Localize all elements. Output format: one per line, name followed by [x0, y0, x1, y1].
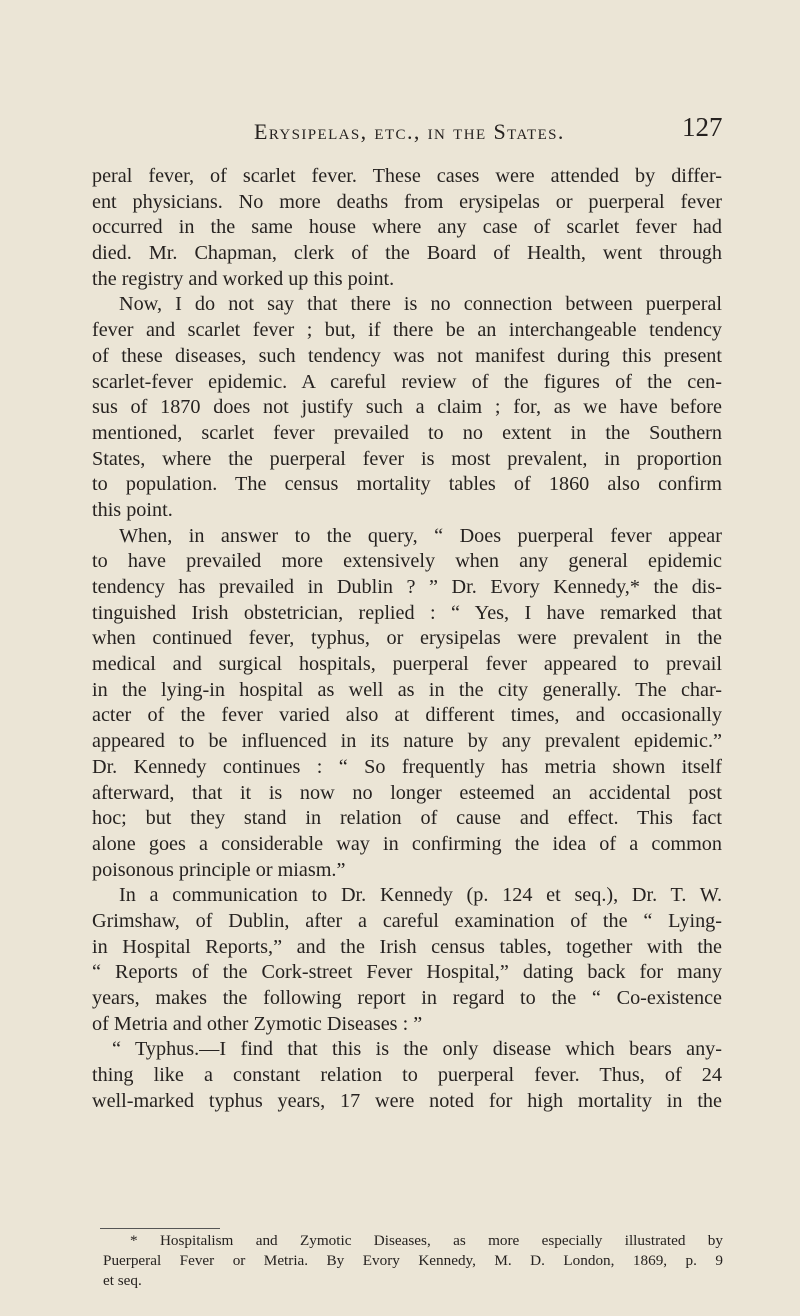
text-line: to have prevailed more extensively when any general epidemic	[92, 550, 722, 573]
text-line: alone goes a considerable way in confirming the idea of a common	[92, 832, 722, 855]
footnote	[103, 1231, 723, 1291]
text-line: thing like a constant relation to puerperal fever. Thus, of 24	[92, 1064, 722, 1087]
running-header: Erysipelas, etc., in the States.	[254, 119, 565, 144]
text-line: died. Mr. Chapman, clerk of the Board of Health, went through	[92, 242, 722, 265]
footnote-line: * Hospitalism and Zymotic Diseases, as more especially illustrated by	[130, 1232, 723, 1249]
text-line: States, where the puerperal fever is most prevalent, in proportion	[92, 447, 722, 470]
text-line: scarlet-fever epidemic. A careful review of the figures of the cen-	[92, 370, 722, 393]
text-line: peral fever, of scarlet fever. These cases were attended by differ-	[92, 165, 722, 187]
text-line: hoc; but they stand in relation of cause and effect. This fact	[92, 807, 722, 830]
text-line: when continued fever, typhus, or erysipelas were prevalent in the	[92, 627, 722, 650]
text-line: years, makes the following report in regard to the “ Co-existence	[92, 987, 722, 1009]
text-line: “ Reports of the Cork-street Fever Hospital,” dating back for many	[92, 961, 722, 984]
body-text	[92, 164, 722, 1114]
page-number: 127	[682, 112, 723, 142]
footnote-line: Puerperal Fever or Metria. By Evory Kennedy, M. D. London, 1869, p. 9	[103, 1252, 723, 1269]
text-line: afterward, that it is now no longer esteemed an accidental post	[92, 781, 722, 804]
text-line: When, in answer to the query, “ Does puerperal fever appear	[119, 524, 722, 547]
text-line: in Hospital Reports,” and the Irish census tables, together with the	[92, 935, 722, 958]
text-line: In a communication to Dr. Kennedy (p. 124 et seq.), Dr. T. W.	[119, 884, 722, 907]
text-line: fever and scarlet fever ; but, if there be an interchangeable tendency	[92, 319, 722, 342]
text-line: mentioned, scarlet fever prevailed to no extent in the Southern	[92, 421, 722, 444]
text-line: of these diseases, such tendency was not manifest during this present	[92, 344, 722, 367]
text-line: ent physicians. No more deaths from erysipelas or puerperal fever	[92, 190, 722, 213]
text-line: well-marked typhus years, 17 were noted for high mortality in the	[92, 1089, 722, 1112]
text-line: sus of 1870 does not justify such a claim ; for, as we have before	[92, 396, 722, 419]
text-line: this point.	[92, 498, 173, 521]
text-line: tendency has prevailed in Dublin ? ” Dr. Evory Kennedy,* the dis-	[92, 576, 722, 598]
text-line: occurred in the same house where any case of scarlet fever had	[92, 216, 722, 239]
footnote-divider	[100, 1228, 220, 1229]
text-line: Dr. Kennedy continues : “ So frequently has metria shown itself	[92, 755, 722, 778]
text-line: medical and surgical hospitals, puerperal fever appeared to prevail	[92, 653, 722, 676]
text-line: the registry and worked up this point.	[92, 267, 395, 290]
text-line: acter of the fever varied also at different times, and occasionally	[92, 704, 722, 727]
text-line: Grimshaw, of Dublin, after a careful examination of the “ Lying-	[92, 909, 722, 932]
text-line: tinguished Irish obstetrician, replied : “ Yes, I have remarked that	[92, 601, 722, 624]
footnote-line: et seq.	[103, 1272, 142, 1289]
text-line: appeared to be influenced in its nature by any prevalent epidemic.”	[92, 730, 722, 753]
text-line: poisonous principle or miasm.”	[92, 858, 346, 881]
text-line: of Metria and other Zymotic Diseases : ”	[92, 1012, 423, 1035]
text-line: in the lying-in hospital as well as in the city generally. The char-	[92, 678, 722, 701]
text-line: Now, I do not say that there is no connection between puerperal	[119, 293, 722, 316]
text-line: to population. The census mortality tables of 1860 also confirm	[92, 473, 722, 496]
text-line: “ Typhus.—I find that this is the only disease which bears any-	[112, 1038, 722, 1061]
